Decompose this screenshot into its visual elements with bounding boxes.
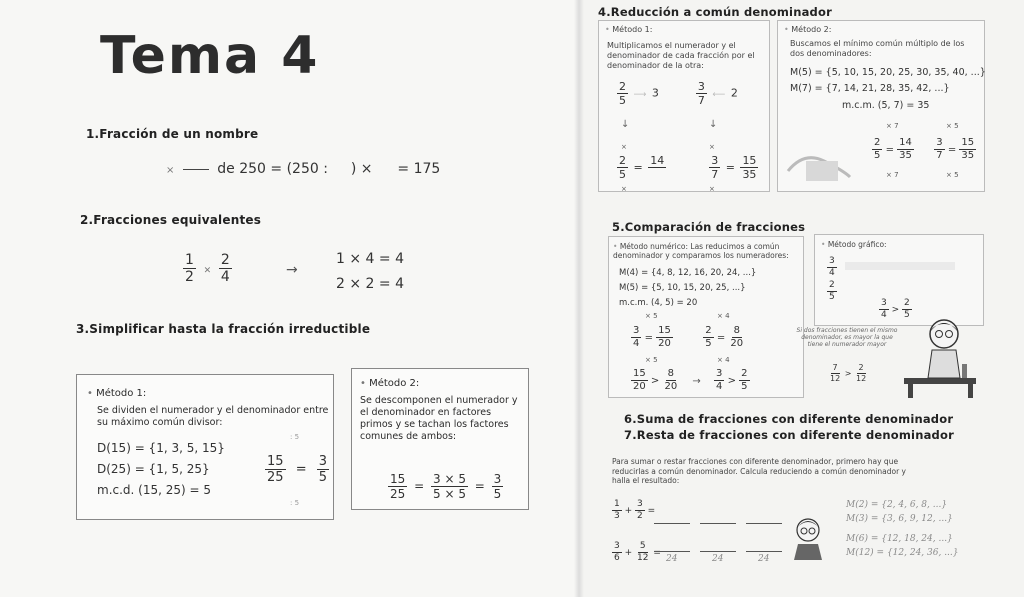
comparison-numeric-box <box>608 236 804 398</box>
fraction <box>709 155 720 180</box>
fraction <box>617 81 628 106</box>
fraction-blank <box>183 169 209 170</box>
numerator: 3 <box>829 256 835 266</box>
denominator: 7 <box>936 150 943 161</box>
fraction <box>663 369 680 392</box>
answer-box[interactable] <box>654 538 690 552</box>
fraction <box>703 326 713 349</box>
desk-leg <box>968 384 973 398</box>
equals: = <box>295 462 307 477</box>
method-2-title: • Método 2: <box>360 378 420 389</box>
plus-sign: + <box>624 548 633 558</box>
divisors-25: D(25) = {1, 5, 25} <box>97 462 210 476</box>
reduction-method-1-desc: Multiplicamos el numerador y el denominador de cada fracción por el denominador de la otra: <box>607 41 755 70</box>
body <box>928 350 960 378</box>
answer-box[interactable] <box>746 496 782 524</box>
denominator: 5 <box>829 292 835 302</box>
fraction <box>431 473 468 500</box>
denominator: 5 × 5 <box>433 487 466 501</box>
note-example <box>828 364 868 383</box>
reduction-method-1-title-text: Método 1: <box>612 25 653 34</box>
equals: = <box>647 506 656 516</box>
denominator: 5 <box>619 94 626 107</box>
fraction <box>388 473 407 500</box>
denominator: 35 <box>961 150 975 161</box>
fraction <box>635 500 645 521</box>
multiply-4: × 4 <box>717 356 730 364</box>
section-1-heading: 1.Fracción de un nombre <box>86 127 259 141</box>
answer-box[interactable] <box>700 538 736 552</box>
numerator: 2 <box>904 298 910 308</box>
numerator: 3 <box>633 325 640 336</box>
answer-denominator: 24 <box>712 554 724 564</box>
numerator: 2 <box>741 368 748 379</box>
fraction <box>631 369 648 392</box>
denominator: 4 <box>881 310 887 320</box>
fraction <box>492 473 504 500</box>
method-1-desc: Se dividen el numerador y el denominador entre su máximo común divisor: <box>97 405 329 428</box>
teacher-illustration <box>898 316 980 398</box>
bar-fraction-1 <box>827 257 837 278</box>
section-5-heading: 5.Comparación de fracciones <box>612 220 806 234</box>
numerator: 15 <box>742 154 757 167</box>
comparison-graphic-box <box>814 234 984 326</box>
multiples-5: M(5) = {5, 10, 15, 20, 25, ...} <box>619 283 746 293</box>
numerator: 2 <box>705 325 712 336</box>
denominator: 25 <box>390 487 406 501</box>
fraction <box>631 326 641 349</box>
denominator: 25 <box>267 470 284 485</box>
answer-box[interactable] <box>746 538 782 552</box>
denominator: 5 <box>705 338 712 349</box>
cup <box>962 364 967 378</box>
numerator: 2 <box>619 80 626 93</box>
comparison-row-1 <box>631 326 745 349</box>
handwritten-note-2: M(3) = {3, 6, 9, 12, ...} <box>846 514 953 524</box>
numerator: 3 <box>493 472 502 486</box>
greater-than: > <box>727 375 736 387</box>
fraction <box>612 500 622 521</box>
answer-box[interactable] <box>700 496 736 524</box>
fraction <box>612 542 622 563</box>
denominator: 12 <box>830 374 841 383</box>
numerator: 8 <box>733 325 740 336</box>
multiply-5: × 5 <box>645 356 658 364</box>
fraction <box>696 81 707 106</box>
denominator: 5 <box>741 381 748 392</box>
denominator: 12 <box>637 553 649 563</box>
numerator: 2 <box>619 154 626 167</box>
fraction <box>739 369 749 392</box>
denominator: 5 <box>318 470 328 485</box>
numeric-method-title: • Método numérico: Las reducimos a común denominador y comparamos los numeradores: <box>613 242 789 260</box>
answer-denominator: 24 <box>758 554 770 564</box>
plus-sign: + <box>624 506 633 516</box>
desk-top <box>904 378 976 384</box>
fraction <box>714 369 724 392</box>
equals: = <box>644 332 653 344</box>
method-2-desc: Se descomponen el numerador y el denominador en factores primos y se tachan los factores comunes de ambos: <box>360 395 518 442</box>
denominator: 3 <box>614 511 620 521</box>
reduction-method-1-box <box>598 20 770 192</box>
fractions-row-2 <box>617 155 758 180</box>
mcd: m.c.d. (15, 25) = 5 <box>97 483 212 497</box>
numerator: 5 <box>639 541 646 551</box>
denominator: 2 <box>185 269 194 285</box>
numerator: 2 <box>829 280 835 290</box>
down-arrow: ↓ <box>709 119 718 130</box>
fraction <box>635 542 650 563</box>
fraction-bar-1 <box>845 262 955 270</box>
numerator: 15 <box>658 325 671 336</box>
mcm: m.c.m. (5, 7) = 35 <box>842 100 930 111</box>
section-7-heading: 7.Resta de fracciones con diferente denominador <box>624 428 954 442</box>
head <box>797 519 819 541</box>
equals: = <box>947 144 957 156</box>
equals: = <box>716 332 726 344</box>
denominator: 35 <box>742 168 757 181</box>
simplification <box>265 455 329 484</box>
numerator: 3 <box>637 499 643 509</box>
multiply-5: × 5 <box>645 312 658 320</box>
denominator: 20 <box>658 338 671 349</box>
section-4-heading: 4.Reducción a común denominador <box>598 5 832 19</box>
multiply-5: × 5 <box>946 171 959 179</box>
head <box>930 320 958 348</box>
denominator: 4 <box>716 381 723 392</box>
equals: = <box>725 160 735 174</box>
numerator: 3 <box>614 541 620 551</box>
fraction <box>648 155 666 180</box>
fraction <box>183 253 196 284</box>
operations-instructions: Para sumar o restar fracciones con diferente denominador, primero hay que reducirlas a común denominador. Calcula reduciendo a común denominador y halla el resultado: <box>612 457 906 485</box>
denominator: 7 <box>697 94 705 107</box>
same-denominator-note: Si dos fracciones tienen el mismo denominador, es mayor la que tiene el numerador mayor <box>796 327 898 348</box>
numerator: 1 <box>614 499 620 509</box>
fraction <box>934 138 944 161</box>
multiply-sign: × <box>621 185 627 193</box>
denominator: 5 <box>493 487 502 501</box>
handwritten-note-3: M(6) = {12, 18, 24, ...} <box>846 534 953 544</box>
denominator: 5 <box>904 310 910 320</box>
divisors-15: D(15) = {1, 3, 5, 15} <box>97 441 225 455</box>
numerator: 2 <box>858 363 864 372</box>
result: = 175 <box>397 161 441 177</box>
multiples-4: M(4) = {4, 8, 12, 16, 20, 24, ...} <box>619 268 757 278</box>
page-title: Tema 4 <box>100 26 320 86</box>
equals: = <box>414 479 425 493</box>
cross-arrow: ⟵ <box>712 89 726 100</box>
fraction <box>854 364 868 383</box>
denominator: 4 <box>829 268 835 278</box>
multiply-4: × 4 <box>717 312 730 320</box>
cross-multiply-marker: ✕ <box>203 265 212 276</box>
fraction <box>872 138 882 161</box>
equals: = <box>633 160 643 174</box>
numerator: 15 <box>390 472 406 486</box>
fraction <box>265 455 286 484</box>
denominator: 6 <box>614 553 620 563</box>
fraction <box>317 455 329 484</box>
value: 2 <box>730 86 738 100</box>
arrow: → <box>692 375 701 387</box>
fraction <box>219 253 232 284</box>
numerator: 15 <box>633 368 646 379</box>
gray-block <box>806 161 838 181</box>
fraction <box>828 364 842 383</box>
multiply-7: × 7 <box>886 171 899 179</box>
denominator: 5 <box>619 168 626 181</box>
numerator: 3 <box>881 298 887 308</box>
multiply-7: × 7 <box>886 122 899 130</box>
times-sign-2: × <box>360 161 373 177</box>
equals: = <box>474 479 485 493</box>
numerator: 14 <box>899 137 912 148</box>
prime-factorization <box>388 473 503 500</box>
section-1-expression <box>166 161 440 177</box>
fraction <box>728 326 745 349</box>
answer-box[interactable] <box>654 496 690 524</box>
denominator: 20 <box>633 381 646 392</box>
greater-than: > <box>891 305 900 315</box>
fraction <box>656 326 673 349</box>
numerator: 3 <box>318 454 328 469</box>
multiples-7: M(7) = {7, 14, 21, 28, 35, 42, ...} <box>790 83 950 94</box>
method-2-box <box>351 368 529 510</box>
fraction <box>827 257 837 278</box>
denominator: 5 <box>874 150 881 161</box>
reduction-method-2-box <box>777 20 985 192</box>
equation-1: 1 × 4 = 4 <box>336 251 404 267</box>
method-2-title-text: Método 2: <box>369 378 420 389</box>
numerator: 3 <box>697 80 705 93</box>
arrow: → <box>286 262 298 278</box>
numerator: 14 <box>650 154 665 167</box>
fraction <box>959 138 976 161</box>
mcm: m.c.m. (4, 5) = 20 <box>619 298 698 308</box>
multiply-sign: × <box>621 143 627 151</box>
cross-arrow: ⟶ <box>633 89 647 100</box>
numerator: 2 <box>220 252 230 268</box>
numerator: 2 <box>874 137 881 148</box>
reduction-method-1-title: • Método 1: <box>605 25 653 34</box>
numerator: 1 <box>185 252 194 268</box>
numerator: 3 <box>936 137 943 148</box>
body <box>794 544 822 560</box>
book-spine <box>574 0 584 597</box>
close-paren: ) <box>350 161 357 177</box>
numerator: 3 <box>716 368 723 379</box>
illustration-scribble <box>784 131 854 187</box>
reduction-method-2-title: • Método 2: <box>784 25 832 34</box>
numerator: 3 <box>711 154 719 167</box>
multiples-5: M(5) = {5, 10, 15, 20, 25, 30, 35, 40, ...} <box>790 67 986 78</box>
equation-2: 2 × 2 = 4 <box>336 276 404 292</box>
value: 3 <box>651 86 659 100</box>
equivalent-fractions <box>183 253 232 284</box>
denominator: 7 <box>711 168 719 181</box>
denominator: 4 <box>633 338 640 349</box>
method-1-box <box>76 374 334 520</box>
fraction <box>897 138 914 161</box>
section-6-heading: 6.Suma de fracciones con diferente denominador <box>624 412 954 426</box>
method-1-title-text: Método 1: <box>96 388 147 399</box>
reduction-method-2-title-text: Método 2: <box>791 25 832 34</box>
denominator: 20 <box>730 338 744 349</box>
greater-than: > <box>844 369 852 378</box>
student-illustration <box>790 516 826 560</box>
fractions-row-1 <box>617 81 738 106</box>
denominator <box>653 168 661 180</box>
divide-top: : 5 <box>290 433 300 441</box>
fraction <box>827 281 837 302</box>
denominator: 12 <box>855 374 867 383</box>
numerator: 15 <box>267 454 284 469</box>
numerator: 15 <box>961 137 975 148</box>
multiply-sign: × <box>709 143 715 151</box>
equals: = <box>885 144 894 156</box>
down-arrow: ↓ <box>621 119 630 130</box>
section-3-heading: 3.Simplificar hasta la fracción irreductible <box>76 322 371 336</box>
bar-fraction-2 <box>827 281 837 302</box>
multiply-sign: × <box>709 185 715 193</box>
divide-bottom: : 5 <box>290 499 300 507</box>
section-2-heading: 2.Fracciones equivalentes <box>80 213 262 227</box>
comparison-row-2 <box>631 369 750 392</box>
numerator: 3 × 5 <box>433 472 466 486</box>
handwritten-note-1: M(2) = {2, 4, 6, 8, ...} <box>846 500 948 510</box>
fraction <box>617 155 628 180</box>
equals: = <box>653 548 661 558</box>
greater-than: > <box>650 375 660 387</box>
graphic-method-title-text: Método gráfico: <box>827 240 887 249</box>
desk-leg <box>908 384 913 398</box>
denominator: 2 <box>637 511 643 521</box>
reduced-fractions <box>872 138 976 161</box>
graphic-method-title: • Método gráfico: <box>821 240 887 249</box>
times-sign: × <box>166 165 175 176</box>
fraction <box>879 299 889 320</box>
de-expression: de 250 = (250 : <box>217 161 328 177</box>
multiply-5: × 5 <box>946 122 959 130</box>
denominator: 20 <box>664 381 678 392</box>
method-1-title: • Método 1: <box>87 388 147 399</box>
numeric-method-title-text: Método numérico: Las reducimos a común denominador y comparamos los numeradores: <box>613 242 789 260</box>
denominator: 35 <box>899 150 912 161</box>
numerator: 7 <box>832 363 838 372</box>
exercise-row-1 <box>612 500 655 521</box>
fraction <box>740 155 758 180</box>
numerator: 8 <box>667 368 675 379</box>
answer-denominator: 24 <box>666 554 678 564</box>
handwritten-note-4: M(12) = {12, 24, 36, ...} <box>846 548 959 558</box>
reduction-method-2-desc: Buscamos el mínimo común múltiplo de los dos denominadores: <box>790 39 965 58</box>
denominator: 4 <box>220 269 230 285</box>
